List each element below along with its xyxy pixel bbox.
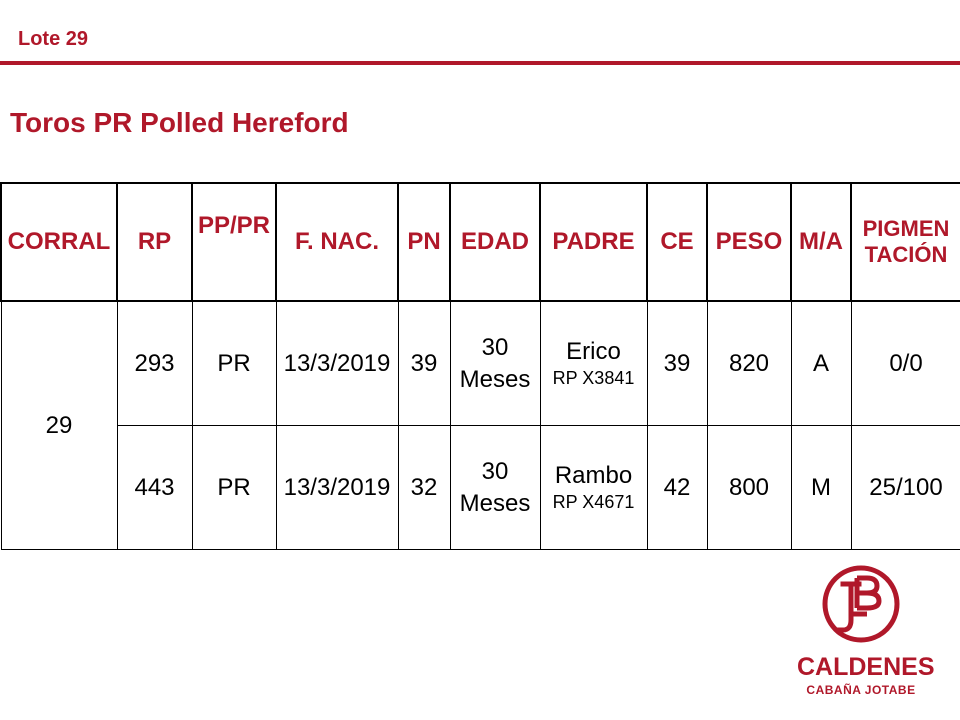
ma-cell: M [791, 426, 851, 550]
pn-cell: 32 [398, 426, 450, 550]
peso-cell: 800 [707, 426, 791, 550]
pigmentacion-cell: 0/0 [851, 301, 960, 426]
padre-name: Erico [566, 338, 621, 366]
corral-cell: 29 [1, 301, 117, 550]
edad-cell [450, 301, 540, 426]
edad-value: 30 [481, 458, 509, 486]
edad-unit: Meses [459, 365, 531, 393]
pigmentacion-cell: 25/100 [851, 426, 960, 550]
padre-name: Rambo [554, 462, 633, 490]
f-nac-cell: 13/3/2019 [276, 301, 398, 426]
col-header-ma: M/A [791, 183, 851, 301]
padre-rp: RP X3841 [552, 368, 635, 389]
table-row [1, 426, 960, 550]
logo-subtitle-text: CABAÑA JOTABE [806, 683, 916, 697]
pn-cell: 39 [398, 301, 450, 426]
header-divider [0, 61, 960, 65]
pp-pr-cell: PR [192, 426, 276, 550]
col-header-pigmentacion-line2: TACIÓN [864, 242, 948, 267]
brand-logo [797, 564, 935, 697]
ce-cell: 39 [647, 301, 707, 426]
jb-monogram-icon [821, 564, 901, 644]
col-header-peso: PESO [707, 183, 791, 301]
page-title: Toros PR Polled Hereford [10, 107, 349, 138]
table-header-row [1, 183, 960, 301]
col-header-corral: CORRAL [1, 183, 117, 301]
edad-unit: Meses [459, 489, 531, 517]
col-header-pigmentacion [851, 183, 960, 301]
lot-table [0, 182, 960, 550]
col-header-ce: CE [647, 183, 707, 301]
padre-rp: RP X4671 [552, 492, 635, 513]
padre-cell [540, 301, 647, 426]
peso-cell: 820 [707, 301, 791, 426]
padre-cell [540, 426, 647, 550]
edad-cell [450, 426, 540, 550]
col-header-edad: EDAD [450, 183, 540, 301]
col-header-pigmentacion-line1: PIGMEN [862, 215, 950, 241]
col-header-rp: RP [117, 183, 192, 301]
col-header-padre: PADRE [540, 183, 647, 301]
ce-cell: 42 [647, 426, 707, 550]
pp-pr-cell: PR [192, 301, 276, 426]
col-header-f-nac: F. NAC. [276, 183, 398, 301]
col-header-pn: PN [398, 183, 450, 301]
logo-brand-text: CALDENES [797, 653, 935, 681]
rp-cell: 443 [117, 426, 192, 550]
rp-cell: 293 [117, 301, 192, 426]
f-nac-cell: 13/3/2019 [276, 426, 398, 550]
col-header-pp-pr: PP/PR [192, 183, 276, 301]
lot-label: Lote 29 [18, 28, 89, 50]
edad-value: 30 [481, 334, 509, 362]
table-row [1, 301, 960, 426]
ma-cell: A [791, 301, 851, 426]
